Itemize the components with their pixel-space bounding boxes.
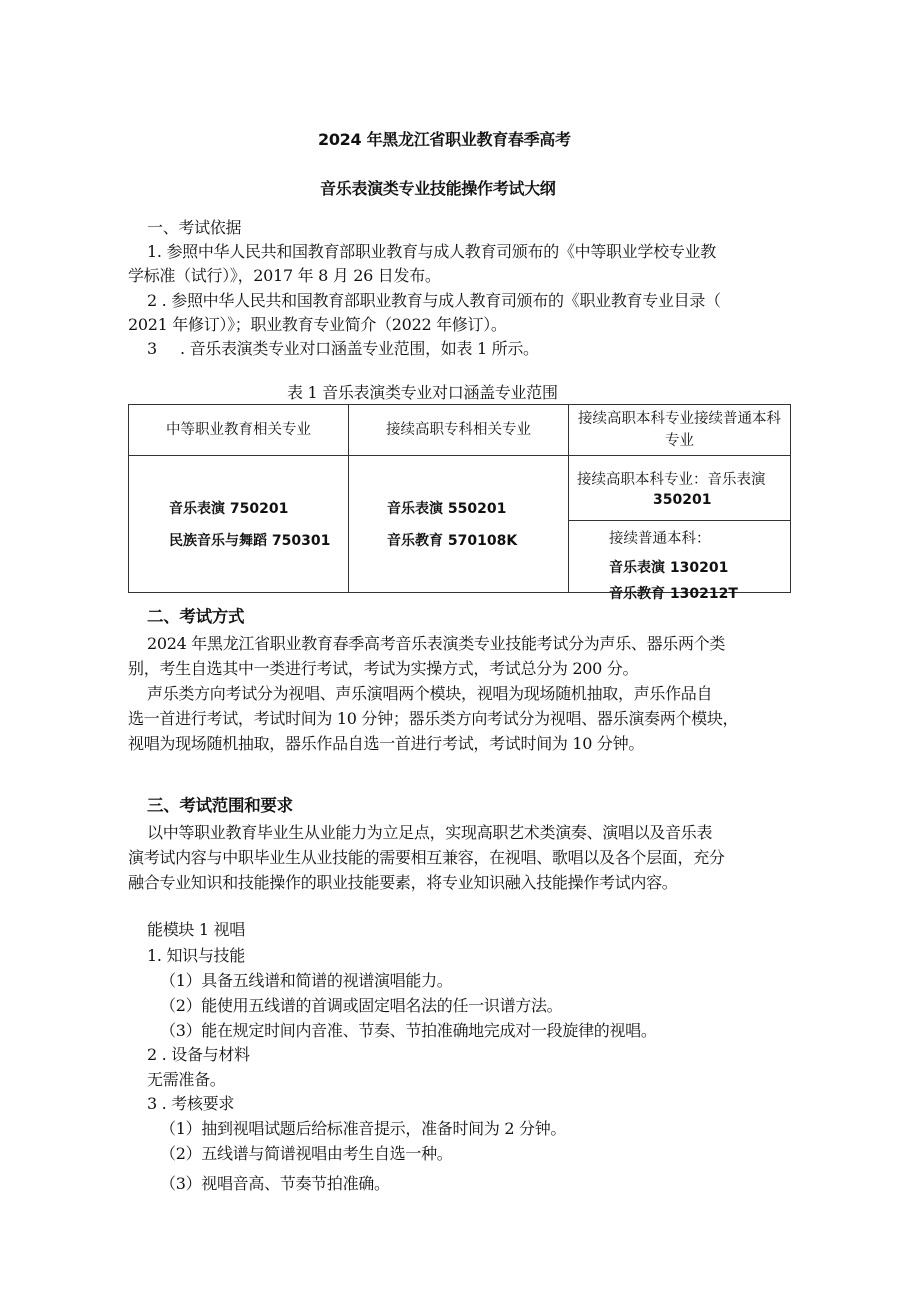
table-header-line: 接续高职本科专业接续普通本科 (578, 411, 781, 427)
section1-item1-line1: 1. 参照中华人民共和国教育部职业教育与成人教育司颁布的《中等职业学校专业教 (147, 242, 716, 261)
module1-sub3-item: （1）抽到视唱试题后给标准音提示，准备时间为 2 分钟。 (160, 1119, 567, 1138)
major-item: 接续普通本科： (609, 531, 711, 547)
section3-p1-line1: 以中等职业教育毕业生从业能力为立足点，实现高职艺术类演奏、演唱以及音乐表 (147, 823, 713, 842)
major-item: 音乐表演 750201 (169, 501, 289, 517)
module1-heading: 能模块 1 视唱 (147, 920, 245, 939)
section1-heading: 一、考试依据 (147, 218, 242, 237)
table-cell-secondary-majors (129, 456, 349, 593)
major-item: 音乐教育 130212T (609, 586, 738, 602)
section1-item3-text: . 音乐表演类专业对口涵盖专业范围，如表 1 所示。 (180, 339, 539, 358)
table-cell-vocational-majors (349, 456, 569, 593)
section2-p1-line1: 2024 年黑龙江省职业教育春季高考音乐表演类专业技能考试分为声乐、器乐两个类 (147, 634, 726, 653)
table-header-row (129, 405, 791, 456)
module1-sub3-item: （2）五线谱与简谱视唱由考生自选一种。 (160, 1144, 453, 1163)
module1-sub3-item: （3）视唱音高、节奏节拍准确。 (160, 1174, 390, 1193)
section3-p1-line3: 融合专业知识和技能操作的职业技能要素，将专业知识融入技能操作考试内容。 (128, 873, 678, 892)
major-item: 音乐表演 130201 (609, 560, 729, 576)
document-title-line2: 音乐表演类专业技能操作考试大纲 (320, 179, 556, 198)
table-caption: 表 1 音乐表演类专业对口涵盖专业范围 (287, 383, 558, 402)
section1-item3-number: 3 (147, 339, 157, 358)
module1-sub1-item: （3）能在规定时间内音准、节奏、节拍准确地完成对一段旋律的视唱。 (160, 1021, 657, 1040)
table-header-cell: 中等职业教育相关专业 (129, 405, 349, 456)
section1-item2-line2: 2021 年修订）》；职业教育专业简介（2022 年修订）。 (128, 315, 507, 334)
module1-sub1-heading: 1. 知识与技能 (147, 946, 245, 965)
section2-heading: 二、考试方式 (147, 607, 245, 626)
general-undergraduate-block (569, 521, 790, 602)
table-cell-undergraduate-majors (569, 456, 791, 602)
module1-sub3-heading: 3 . 考核要求 (147, 1094, 235, 1113)
major-item: 音乐表演 550201 (387, 501, 507, 517)
module1-sub1-item: （1）具备五线谱和简谱的视谱演唱能力。 (160, 971, 453, 990)
section2-p1-line2: 别，考生自选其中一类进行考试，考试为实操方式，考试总分为 200 分。 (128, 659, 639, 678)
section3-heading: 三、考试范围和要求 (147, 796, 293, 815)
section1-item1-line2: 学标准（试行）》，2017 年 8 月 26 日发布。 (128, 266, 441, 285)
table-header-line: 专业 (665, 433, 694, 449)
major-range-table (128, 404, 791, 602)
section2-p2-line2: 选一首进行考试，考试时间为 10 分钟；器乐类方向考试分为视唱、器乐演奏两个模块， (128, 709, 739, 728)
document-title-line1: 2024 年黑龙江省职业教育春季高考 (318, 130, 571, 149)
section3-p1-line2: 演考试内容与中职毕业生从业技能的需要相互兼容，在视唱、歌唱以及各个层面，充分 (128, 848, 725, 867)
module1-sub2-heading: 2 . 设备与材料 (147, 1045, 250, 1064)
major-item: 接续高职本科专业：音乐表演 (577, 472, 766, 488)
major-item: 音乐教育 570108K (387, 533, 518, 549)
section2-p2-line3: 视唱为现场随机抽取，器乐作品自选一首进行考试，考试时间为 10 分钟。 (128, 734, 645, 753)
section1-item2-line1: 2 . 参照中华人民共和国教育部职业教育与成人教育司颁布的《职业教育专业目录（ (147, 291, 721, 310)
undergraduate-vocational-block (569, 456, 790, 521)
module1-sub1-item: （2）能使用五线谱的首调或固定唱名法的任一识谱方法。 (160, 996, 563, 1015)
module1-sub2-text: 无需准备。 (147, 1070, 226, 1089)
major-item: 民族音乐与舞蹈 750301 (169, 533, 331, 549)
table-header-cell (569, 405, 791, 456)
section2-p2-line1: 声乐类方向考试分为视唱、声乐演唱两个模块，视唱为现场随机抽取，声乐作品自 (147, 684, 713, 703)
table-header-cell: 接续高职专科相关专业 (349, 405, 569, 456)
major-item: 350201 (653, 492, 712, 508)
table-row (129, 456, 791, 593)
